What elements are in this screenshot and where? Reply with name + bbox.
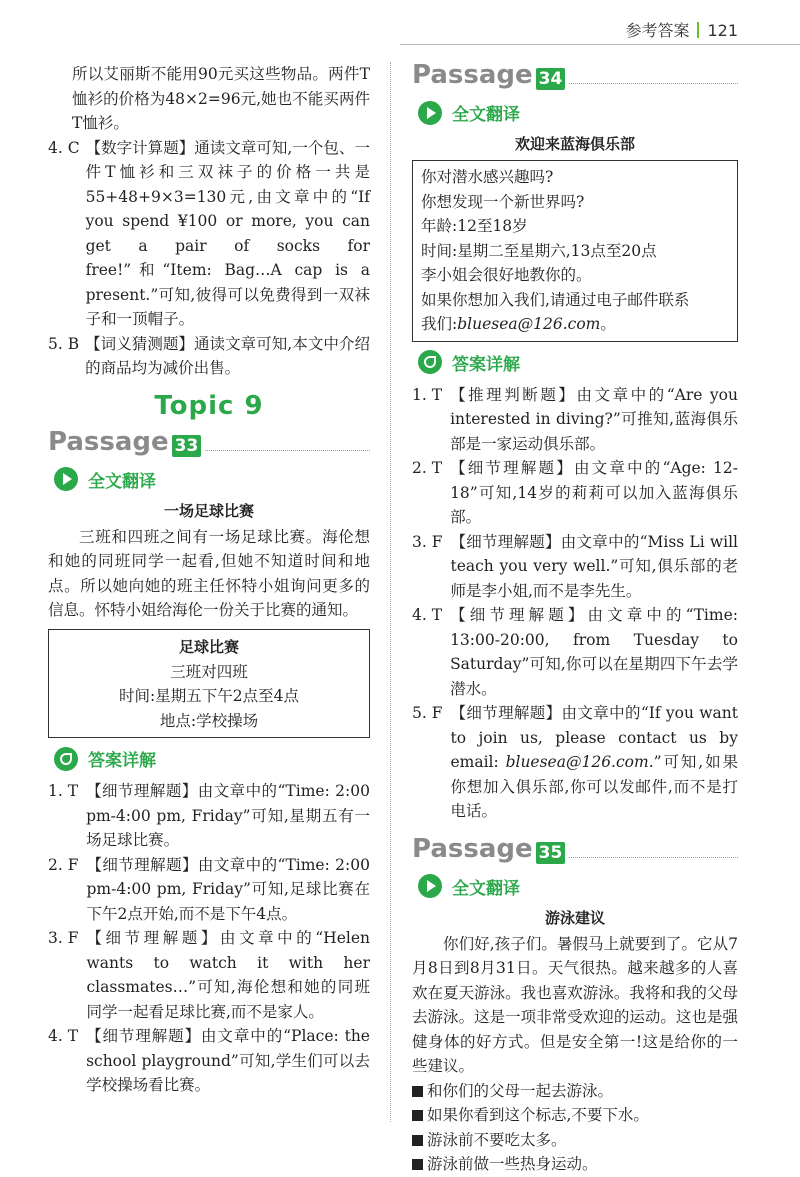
- club-ad-box: [412, 160, 738, 342]
- answer-number: 1. T: [48, 782, 79, 800]
- answer-number: 3. F: [412, 532, 443, 551]
- translation-section-heading: [54, 467, 370, 492]
- topic-heading: Topic 9: [154, 390, 264, 421]
- play-icon: [418, 874, 442, 898]
- answer-item: [48, 1024, 370, 1098]
- article-title: 游泳建议: [544, 908, 605, 927]
- notice-title: 足球比赛: [178, 637, 239, 656]
- answer-text: 由文章中的“If you want to join us, please contact us by email:: [450, 704, 738, 771]
- tip-item: [412, 1103, 738, 1128]
- square-bullet-icon: [412, 1086, 423, 1097]
- answer-text: 由文章中的“Time: 2:00 pm-4:00 pm, Friday”可知,足球比赛在下午2点开始,而不是下午4点。: [86, 855, 370, 923]
- tip-item: [412, 1152, 738, 1177]
- ad-line: 李小姐会很好地教你的。: [421, 266, 592, 284]
- question-type: 【推理判断题】: [450, 385, 577, 404]
- section-label: 全文翻译: [88, 471, 156, 492]
- answer-number: 3. F: [48, 929, 79, 947]
- page-number: 121: [707, 21, 738, 40]
- answer-text: 由文章中的“Age: 12-18”可知,14岁的莉莉可以加入蓝海俱乐部。: [450, 459, 738, 526]
- answer-item: [48, 926, 370, 1024]
- answer-text: 由文章中的“Helen wants to watch it with her classmates…”可知,海伦想和她的同班同学一起看足球比赛,而不是家人。: [86, 929, 370, 1021]
- answer-number: 1. T: [412, 385, 443, 404]
- question-type: 【细节理解题】: [450, 606, 588, 624]
- email-address: bluesea@126.com.: [505, 753, 654, 771]
- tip-text: 游泳前做一些热身运动。: [427, 1155, 598, 1173]
- answer-text: 通读文章可知,一个包、一件T恤衫和三双袜子的价格一共是55+48+9×3=130元,由文章中的“If you spend ¥100 or more, you can get a pair of socks for free!”和“Item: Bag…A cap is a present.”可知,彼得可以免费得到一双袜子和一顶帽子。: [85, 138, 370, 328]
- article-title: 欢迎来蓝海俱乐部: [514, 135, 635, 153]
- passage-word: Passage: [412, 60, 533, 90]
- answer-text: 由文章中的“Place: the school playground”可知,学生们可以去学校操场看比赛。: [86, 1027, 370, 1094]
- passage-number-badge: 35: [536, 842, 566, 864]
- passage-number-badge: 34: [536, 68, 566, 90]
- section-label: 全文翻译: [452, 105, 520, 125]
- question-type: 【词义猜测题】: [85, 334, 194, 353]
- answers-section-heading: [54, 746, 370, 771]
- section-label: 答案详解: [88, 751, 156, 771]
- passage-word: Passage: [48, 426, 169, 457]
- answer-number: 4. T: [412, 606, 443, 624]
- article-paragraph: 三班和四班之间有一场足球比赛。海伦想和她的同班同学一起看,但她不知道时间和地点。所以她向她的班主任怀特小姐询问更多的信息。怀特小姐给海伦一份关于比赛的通知。: [48, 527, 370, 619]
- translation-section-heading: [418, 100, 738, 125]
- section-label: 全文翻译: [452, 878, 520, 899]
- passage-heading: [412, 60, 738, 90]
- header-separator: [697, 22, 699, 38]
- page-header: [625, 18, 738, 41]
- answer-number: 2. F: [48, 855, 79, 874]
- play-icon: [418, 101, 442, 125]
- answer-item: [48, 853, 370, 927]
- passage-rule: [569, 83, 738, 84]
- tip-text: 游泳前不要吃太多。: [427, 1130, 567, 1149]
- ad-line: 你想发现一个新世界吗?: [421, 192, 585, 211]
- tip-text: 如果你看到这个标志,不要下水。: [427, 1106, 649, 1124]
- answer-number: 4. T: [48, 1027, 79, 1045]
- question-type: 【细节理解题】: [86, 855, 198, 874]
- answer-item: [412, 530, 738, 604]
- section-label: 答案详解: [452, 354, 520, 375]
- square-bullet-icon: [412, 1110, 423, 1121]
- question-type: 【细节理解题】: [86, 929, 220, 947]
- left-column: [48, 62, 370, 1098]
- square-bullet-icon: [412, 1159, 423, 1170]
- answer-item: [48, 136, 370, 332]
- continued-text: 所以艾丽斯不能用90元买这些物品。两件T恤衫的价格为48×2=96元,她也不能买两件T恤衫。: [72, 65, 370, 132]
- swirl-icon: [418, 350, 442, 374]
- play-icon: [54, 467, 78, 491]
- answer-number: 5. F: [412, 704, 443, 722]
- tip-item: [412, 1128, 738, 1153]
- tip-item: [412, 1079, 738, 1104]
- answer-item: [412, 603, 738, 701]
- answer-item: [412, 701, 738, 824]
- ad-line: 年龄:12至18岁: [421, 217, 528, 235]
- answer-item: [412, 456, 738, 530]
- question-type: 【细节理解题】: [450, 459, 574, 477]
- answer-item: [48, 779, 370, 853]
- answer-text: ”可知,如果你想加入俱乐部,你可以发邮件,而不是打电话。: [450, 753, 738, 820]
- question-type: 【细节理解题】: [450, 704, 562, 722]
- answer-number: 4. C: [48, 138, 80, 157]
- notice-line: 地点:学校操场: [159, 711, 259, 730]
- translation-section-heading: [418, 874, 738, 899]
- answer-number: 5. B: [48, 334, 80, 353]
- article-paragraph: 你们好,孩子们。暑假马上就要到了。它从7月8日到8月31日。天气很热。越来越多的人喜欢在夏天游泳。我也喜欢游泳。我将和我的父母去游泳。这是一项非常受欢迎的运动。这也是强健身体的好方式。但是安全第一!这是给你的一些建议。: [412, 934, 738, 1075]
- notice-line: 三班对四班: [170, 662, 248, 681]
- header-rule: [400, 44, 800, 45]
- square-bullet-icon: [412, 1135, 423, 1146]
- right-column: [412, 62, 738, 1177]
- answer-text: 由文章中的“Time: 2:00 pm-4:00 pm, Friday”可知,星期五有一场足球比赛。: [86, 782, 370, 849]
- question-type: 【细节理解题】: [450, 532, 561, 551]
- answer-text: 由文章中的“Time: 13:00-20:00, from Tuesday to Saturday”可知,你可以在星期四下午去学潜水。: [450, 606, 738, 698]
- answer-item: [48, 332, 370, 381]
- ad-line: 我们:bluesea@126.com。: [421, 315, 616, 333]
- notice-line: 时间:星期五下午2点至4点: [119, 687, 299, 705]
- passage-rule: [569, 857, 738, 858]
- answer-text: 通读文章可知,本文中介绍的商品均为减价出售。: [85, 334, 370, 377]
- answer-item: [412, 383, 738, 457]
- answer-text: 由文章中的“Miss Li will teach you very well.”可知,俱乐部的老师是李小姐,而不是李先生。: [450, 532, 738, 600]
- email-address: bluesea@126.com: [457, 315, 601, 333]
- passage-heading: [412, 834, 738, 864]
- passage-rule: [205, 450, 370, 451]
- question-type: 【细节理解题】: [86, 782, 198, 800]
- passage-heading: [48, 427, 370, 457]
- swirl-icon: [54, 747, 78, 771]
- article-title: 一场足球比赛: [163, 501, 254, 520]
- answer-text: 由文章中的“Are you interested in diving?”可推知,蓝海俱乐部是一家运动俱乐部。: [450, 385, 738, 453]
- header-label: 参考答案: [625, 21, 690, 40]
- passage-word: Passage: [412, 833, 533, 864]
- tip-text: 和你们的父母一起去游泳。: [427, 1081, 614, 1100]
- ad-line: 时间:星期二至星期六,13点至20点: [421, 241, 657, 260]
- answer-number: 2. T: [412, 459, 443, 477]
- ad-line: 如果你想加入我们,请通过电子邮件联系: [421, 290, 690, 309]
- question-type: 【细节理解题】: [86, 1027, 202, 1045]
- answers-section-heading: [418, 350, 738, 375]
- question-type: 【数字计算题】: [85, 138, 195, 157]
- notice-box: [48, 629, 370, 739]
- column-divider: [390, 62, 391, 1122]
- passage-number-badge: 33: [172, 435, 202, 457]
- ad-line: 你对潜水感兴趣吗?: [421, 168, 554, 186]
